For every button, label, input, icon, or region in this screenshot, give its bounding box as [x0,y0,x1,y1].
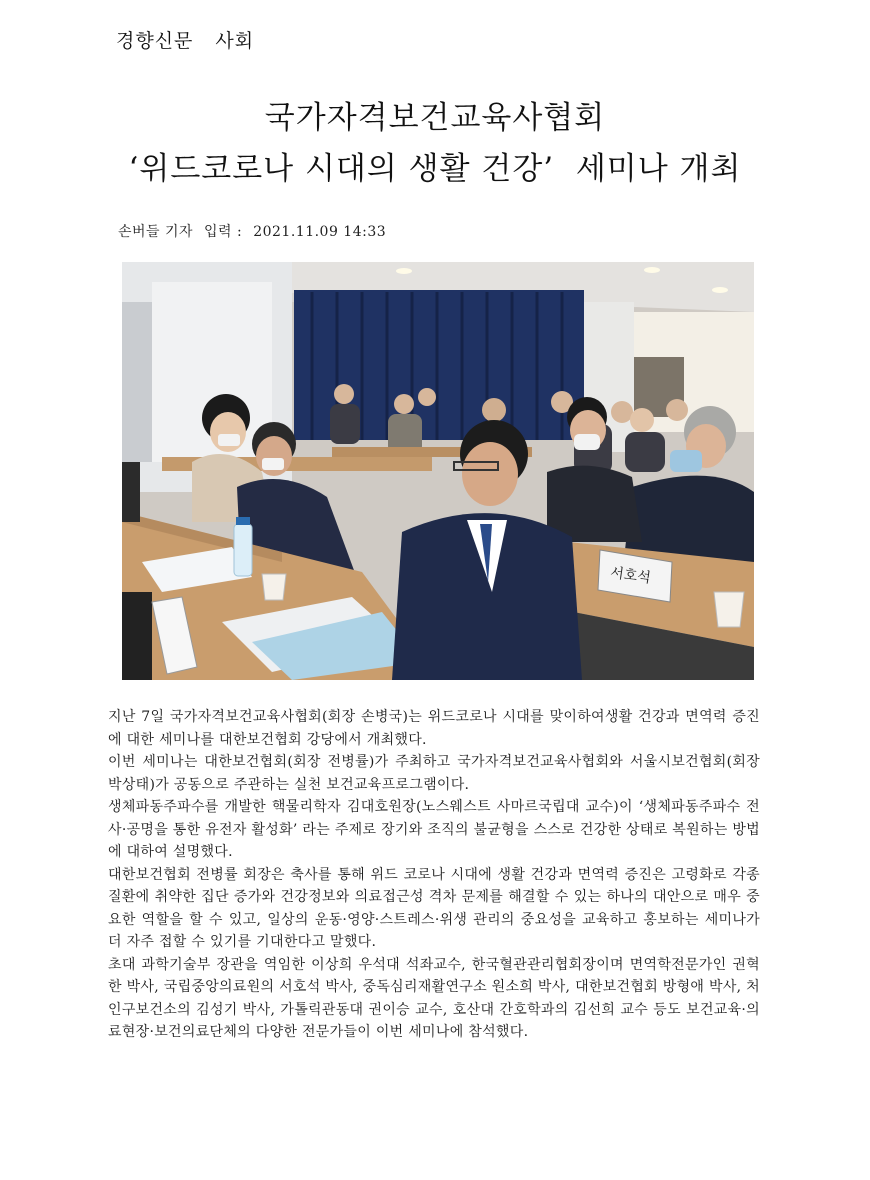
published-datetime: 2021.11.09 14:33 [253,224,387,240]
byline [118,221,386,241]
seminar-photo [122,262,754,680]
paragraph-3: 생체파동주파수를 개발한 핵물리학자 김대호원장(노스웨스트 사마르국립대 교수)이 ‘생체파동주파수 전사·공명을 통한 유전자 활성화’ 라는 주제로 장기와 조직의 불균형을 스스로 건강한 상태로 복원하는 방법에 대하여 설명했다. [108,799,760,860]
paragraph-4: 대한보건협회 전병률 회장은 축사를 통해 위드 코로나 시대에 생활 건강과 면역력 증진은 고령화로 각종 질환에 취약한 집단 증가와 건강정보와 의료접근성 격차 문제를 해결할 수 있는 하나의 대안으로 매우 중요한 역할을 할 수 있고, 일상의 운동·영양·스트레스·위생 관리의 중요성을 교육하고 홍보하는 세미나가 더 자주 접할 수 있기를 기대한다고 말했다. [108,866,760,950]
publication-header [116,26,254,53]
paragraph-2: 이번 세미나는 대한보건협회(회장 전병률)가 주최하고 국가자격보건교육사협회와 서울시보건협회(회장 박상태)가 공동으로 주관하는 실천 보건교육프로그램이다. [108,754,760,793]
nameplate-text: 서호석 [609,565,652,587]
article-body [108,706,760,1044]
publication-name: 경향신문 [116,30,194,52]
published-label: 입력 : [204,224,243,240]
seminar-photo-illustration [122,262,754,680]
section-name: 사회 [215,30,255,52]
paragraph-1: 지난 7일 국가자격보건교육사협회(회장 손병국)는 위드코로나 시대를 맞이하여생활 건강과 면역력 증진에 대한 세미나를 대한보건협회 강당에서 개최했다. [108,709,760,748]
headline-line-2: ‘위드코로나 시대의 생활 건강’ 세미나 개최 [128,151,742,187]
reporter-name: 손버들 기자 [118,224,194,240]
paragraph-5: 초대 과학기술부 장관을 역임한 이상희 우석대 석좌교수, 한국혈관관리협회장이며 면역학전문가인 권혁한 박사, 국립중앙의료원의 서호석 박사, 중독심리재활연구소 원소희 박사, 대한보건협회 방형애 박사, 처인구보건소의 김성기 박사, 가톨릭관동대 권이승 교수, 호산대 간호학과의 김선희 교수 등도 보건교육·의료현장·보건의료단체의 다양한 전문가들이 이번 세미나에 참석했다. [108,956,760,1040]
headline-line-1: 국가자격보건교육사협회 [264,100,606,136]
